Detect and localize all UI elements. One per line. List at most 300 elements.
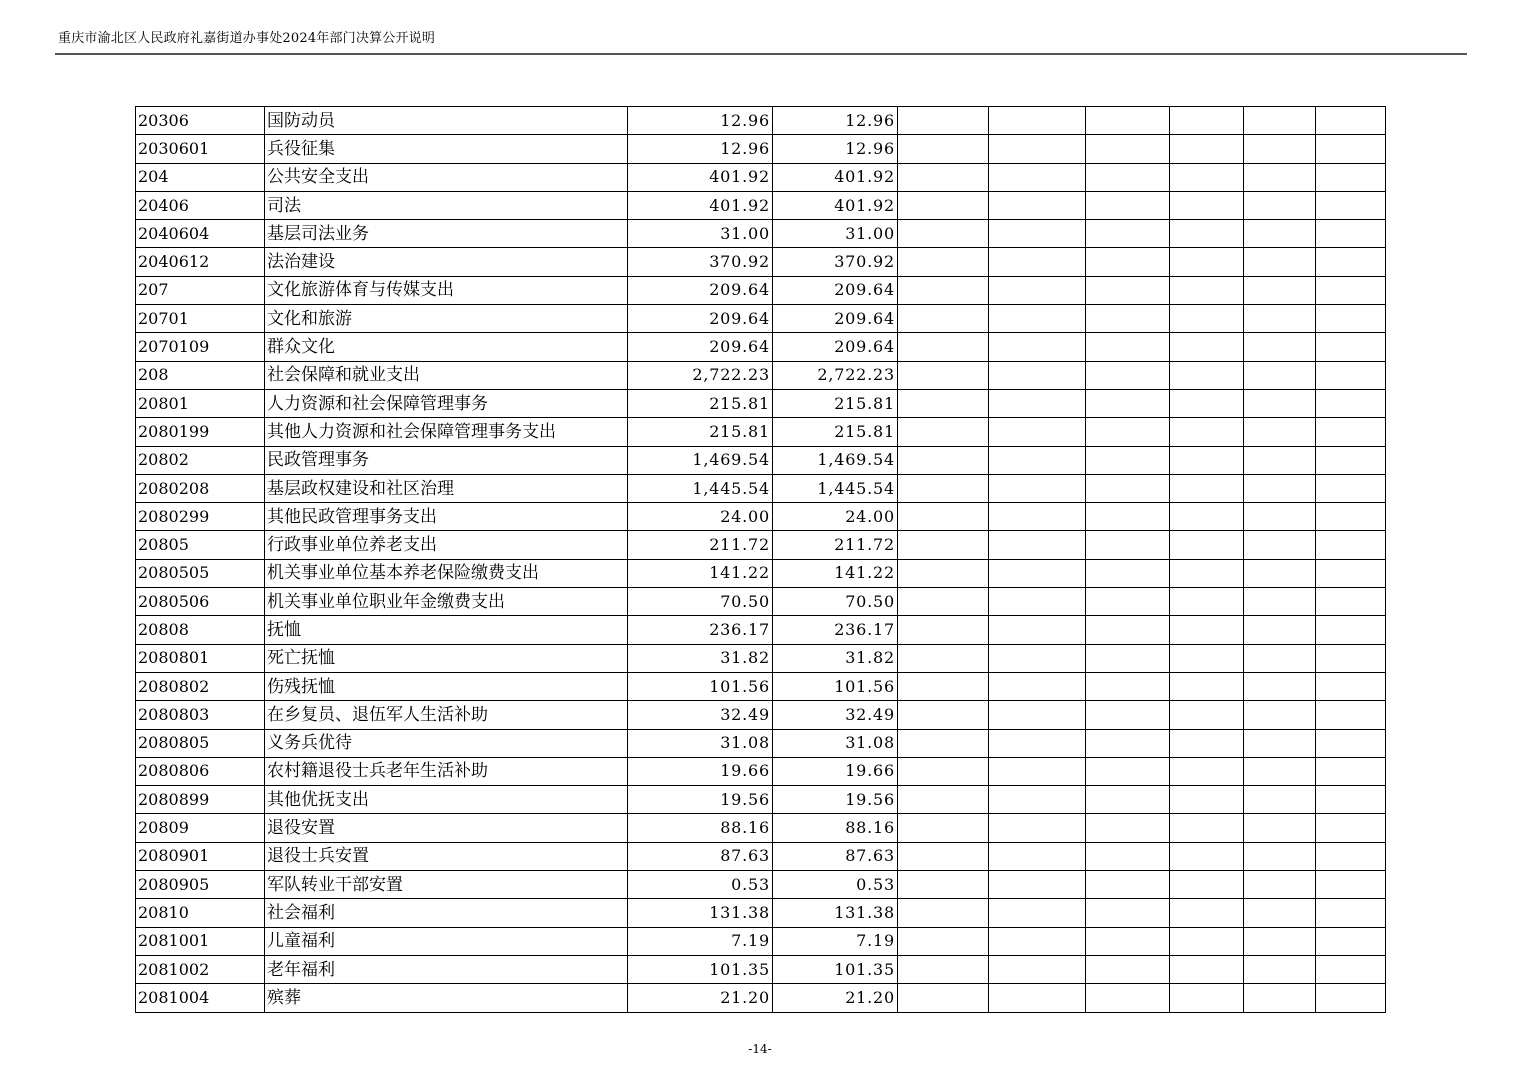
amount-cell: 209.64 bbox=[773, 276, 898, 304]
empty-cell bbox=[1086, 333, 1170, 361]
empty-cell bbox=[989, 220, 1086, 248]
empty-cell bbox=[989, 446, 1086, 474]
empty-cell bbox=[1244, 276, 1316, 304]
empty-cell bbox=[1086, 757, 1170, 785]
amount-cell: 31.00 bbox=[773, 220, 898, 248]
code-cell: 2081004 bbox=[136, 984, 265, 1012]
table-row bbox=[136, 814, 1386, 842]
item-name-cell: 基层司法业务 bbox=[265, 220, 628, 248]
code-cell: 2070109 bbox=[136, 333, 265, 361]
empty-cell bbox=[898, 559, 989, 587]
empty-cell bbox=[1170, 107, 1244, 135]
empty-cell bbox=[1316, 107, 1386, 135]
item-name-cell: 基层政权建设和社区治理 bbox=[265, 474, 628, 502]
item-name-cell: 公共安全支出 bbox=[265, 163, 628, 191]
empty-cell bbox=[1170, 163, 1244, 191]
empty-cell bbox=[1086, 871, 1170, 899]
code-cell: 20406 bbox=[136, 191, 265, 219]
empty-cell bbox=[898, 955, 989, 983]
empty-cell bbox=[1244, 559, 1316, 587]
empty-cell bbox=[1244, 616, 1316, 644]
empty-cell bbox=[898, 927, 989, 955]
empty-cell bbox=[898, 644, 989, 672]
empty-cell bbox=[1244, 871, 1316, 899]
amount-cell: 101.35 bbox=[773, 955, 898, 983]
amount-cell: 236.17 bbox=[773, 616, 898, 644]
empty-cell bbox=[1244, 757, 1316, 785]
empty-cell bbox=[1086, 616, 1170, 644]
empty-cell bbox=[898, 984, 989, 1012]
amount-cell: 19.56 bbox=[773, 786, 898, 814]
amount-cell: 12.96 bbox=[773, 135, 898, 163]
empty-cell bbox=[1244, 955, 1316, 983]
empty-cell bbox=[1086, 107, 1170, 135]
amount-cell: 370.92 bbox=[628, 248, 773, 276]
amount-cell: 209.64 bbox=[628, 276, 773, 304]
code-cell: 2080805 bbox=[136, 729, 265, 757]
empty-cell bbox=[1086, 927, 1170, 955]
amount-cell: 31.08 bbox=[773, 729, 898, 757]
item-name-cell: 在乡复员、退伍军人生活补助 bbox=[265, 701, 628, 729]
code-cell: 2081001 bbox=[136, 927, 265, 955]
empty-cell bbox=[989, 899, 1086, 927]
code-cell: 204 bbox=[136, 163, 265, 191]
empty-cell bbox=[1086, 955, 1170, 983]
code-cell: 20810 bbox=[136, 899, 265, 927]
empty-cell bbox=[1170, 276, 1244, 304]
table-row bbox=[136, 672, 1386, 700]
document-header-title: 重庆市渝北区人民政府礼嘉街道办事处2024年部门决算公开说明 bbox=[58, 31, 436, 46]
empty-cell bbox=[989, 305, 1086, 333]
code-cell: 2081002 bbox=[136, 955, 265, 983]
empty-cell bbox=[1244, 644, 1316, 672]
table-row bbox=[136, 616, 1386, 644]
table-row bbox=[136, 842, 1386, 870]
item-name-cell: 社会福利 bbox=[265, 899, 628, 927]
empty-cell bbox=[1244, 418, 1316, 446]
amount-cell: 31.82 bbox=[628, 644, 773, 672]
code-cell: 20801 bbox=[136, 389, 265, 417]
empty-cell bbox=[898, 389, 989, 417]
empty-cell bbox=[1170, 446, 1244, 474]
empty-cell bbox=[898, 899, 989, 927]
empty-cell bbox=[1086, 163, 1170, 191]
code-cell: 2040604 bbox=[136, 220, 265, 248]
code-cell: 2080802 bbox=[136, 672, 265, 700]
empty-cell bbox=[1316, 503, 1386, 531]
empty-cell bbox=[1244, 899, 1316, 927]
empty-cell bbox=[898, 305, 989, 333]
item-name-cell: 抚恤 bbox=[265, 616, 628, 644]
empty-cell bbox=[898, 107, 989, 135]
empty-cell bbox=[1170, 531, 1244, 559]
empty-cell bbox=[1316, 559, 1386, 587]
empty-cell bbox=[1086, 389, 1170, 417]
item-name-cell: 民政管理事务 bbox=[265, 446, 628, 474]
item-name-cell: 伤残抚恤 bbox=[265, 672, 628, 700]
empty-cell bbox=[1316, 333, 1386, 361]
empty-cell bbox=[1244, 786, 1316, 814]
amount-cell: 211.72 bbox=[773, 531, 898, 559]
empty-cell bbox=[1316, 984, 1386, 1012]
table-row bbox=[136, 191, 1386, 219]
empty-cell bbox=[898, 163, 989, 191]
table-row bbox=[136, 418, 1386, 446]
amount-cell: 1,445.54 bbox=[628, 474, 773, 502]
empty-cell bbox=[1170, 559, 1244, 587]
empty-cell bbox=[1170, 474, 1244, 502]
empty-cell bbox=[1086, 701, 1170, 729]
table-row bbox=[136, 446, 1386, 474]
item-name-cell: 文化和旅游 bbox=[265, 305, 628, 333]
empty-cell bbox=[1086, 644, 1170, 672]
table-body bbox=[136, 107, 1386, 1013]
table-row bbox=[136, 135, 1386, 163]
empty-cell bbox=[1086, 418, 1170, 446]
empty-cell bbox=[1086, 248, 1170, 276]
empty-cell bbox=[1316, 248, 1386, 276]
empty-cell bbox=[1086, 135, 1170, 163]
amount-cell: 12.96 bbox=[628, 135, 773, 163]
empty-cell bbox=[989, 588, 1086, 616]
empty-cell bbox=[989, 757, 1086, 785]
amount-cell: 1,469.54 bbox=[773, 446, 898, 474]
empty-cell bbox=[1170, 644, 1244, 672]
amount-cell: 70.50 bbox=[628, 588, 773, 616]
amount-cell: 31.82 bbox=[773, 644, 898, 672]
table-row bbox=[136, 474, 1386, 502]
amount-cell: 2,722.23 bbox=[773, 361, 898, 389]
amount-cell: 88.16 bbox=[773, 814, 898, 842]
empty-cell bbox=[898, 786, 989, 814]
empty-cell bbox=[1244, 333, 1316, 361]
empty-cell bbox=[1316, 871, 1386, 899]
empty-cell bbox=[1244, 305, 1316, 333]
table-row bbox=[136, 220, 1386, 248]
empty-cell bbox=[1316, 644, 1386, 672]
table-row bbox=[136, 531, 1386, 559]
empty-cell bbox=[1316, 955, 1386, 983]
empty-cell bbox=[989, 248, 1086, 276]
amount-cell: 0.53 bbox=[628, 871, 773, 899]
amount-cell: 236.17 bbox=[628, 616, 773, 644]
code-cell: 20809 bbox=[136, 814, 265, 842]
amount-cell: 215.81 bbox=[628, 389, 773, 417]
empty-cell bbox=[989, 644, 1086, 672]
amount-cell: 209.64 bbox=[628, 333, 773, 361]
empty-cell bbox=[1170, 786, 1244, 814]
code-cell: 2080905 bbox=[136, 871, 265, 899]
code-cell: 2080806 bbox=[136, 757, 265, 785]
amount-cell: 24.00 bbox=[773, 503, 898, 531]
table-row bbox=[136, 276, 1386, 304]
empty-cell bbox=[1244, 672, 1316, 700]
empty-cell bbox=[1170, 135, 1244, 163]
empty-cell bbox=[898, 672, 989, 700]
item-name-cell: 军队转业干部安置 bbox=[265, 871, 628, 899]
code-cell: 2030601 bbox=[136, 135, 265, 163]
code-cell: 2040612 bbox=[136, 248, 265, 276]
empty-cell bbox=[989, 276, 1086, 304]
empty-cell bbox=[1316, 842, 1386, 870]
empty-cell bbox=[1170, 842, 1244, 870]
empty-cell bbox=[989, 333, 1086, 361]
table-row bbox=[136, 757, 1386, 785]
empty-cell bbox=[1086, 672, 1170, 700]
empty-cell bbox=[1316, 220, 1386, 248]
empty-cell bbox=[989, 418, 1086, 446]
amount-cell: 19.66 bbox=[628, 757, 773, 785]
empty-cell bbox=[898, 248, 989, 276]
empty-cell bbox=[989, 842, 1086, 870]
amount-cell: 12.96 bbox=[628, 107, 773, 135]
empty-cell bbox=[898, 871, 989, 899]
empty-cell bbox=[1244, 446, 1316, 474]
empty-cell bbox=[1244, 729, 1316, 757]
empty-cell bbox=[1170, 616, 1244, 644]
item-name-cell: 兵役征集 bbox=[265, 135, 628, 163]
empty-cell bbox=[898, 191, 989, 219]
amount-cell: 19.56 bbox=[628, 786, 773, 814]
empty-cell bbox=[898, 135, 989, 163]
item-name-cell: 行政事业单位养老支出 bbox=[265, 531, 628, 559]
empty-cell bbox=[898, 474, 989, 502]
empty-cell bbox=[1244, 220, 1316, 248]
empty-cell bbox=[989, 616, 1086, 644]
item-name-cell: 文化旅游体育与传媒支出 bbox=[265, 276, 628, 304]
empty-cell bbox=[989, 814, 1086, 842]
amount-cell: 215.81 bbox=[773, 418, 898, 446]
amount-cell: 101.56 bbox=[628, 672, 773, 700]
empty-cell bbox=[989, 559, 1086, 587]
empty-cell bbox=[1316, 135, 1386, 163]
page-number: -14- bbox=[748, 1042, 772, 1056]
empty-cell bbox=[1170, 191, 1244, 219]
empty-cell bbox=[989, 531, 1086, 559]
amount-cell: 215.81 bbox=[773, 389, 898, 417]
empty-cell bbox=[1316, 786, 1386, 814]
table-row bbox=[136, 361, 1386, 389]
empty-cell bbox=[1244, 842, 1316, 870]
empty-cell bbox=[898, 588, 989, 616]
empty-cell bbox=[989, 191, 1086, 219]
code-cell: 2080803 bbox=[136, 701, 265, 729]
empty-cell bbox=[1244, 191, 1316, 219]
item-name-cell: 机关事业单位基本养老保险缴费支出 bbox=[265, 559, 628, 587]
empty-cell bbox=[989, 927, 1086, 955]
code-cell: 2080505 bbox=[136, 559, 265, 587]
amount-cell: 401.92 bbox=[773, 191, 898, 219]
amount-cell: 12.96 bbox=[773, 107, 898, 135]
empty-cell bbox=[989, 672, 1086, 700]
empty-cell bbox=[1316, 389, 1386, 417]
table-row bbox=[136, 729, 1386, 757]
table-row bbox=[136, 305, 1386, 333]
empty-cell bbox=[989, 503, 1086, 531]
amount-cell: 7.19 bbox=[773, 927, 898, 955]
empty-cell bbox=[1316, 276, 1386, 304]
code-cell: 2080299 bbox=[136, 503, 265, 531]
empty-cell bbox=[1170, 757, 1244, 785]
empty-cell bbox=[1170, 814, 1244, 842]
empty-cell bbox=[1170, 984, 1244, 1012]
empty-cell bbox=[1170, 672, 1244, 700]
empty-cell bbox=[1170, 927, 1244, 955]
empty-cell bbox=[898, 531, 989, 559]
amount-cell: 31.00 bbox=[628, 220, 773, 248]
empty-cell bbox=[1086, 842, 1170, 870]
amount-cell: 101.35 bbox=[628, 955, 773, 983]
empty-cell bbox=[1244, 588, 1316, 616]
empty-cell bbox=[1244, 701, 1316, 729]
code-cell: 2080199 bbox=[136, 418, 265, 446]
amount-cell: 70.50 bbox=[773, 588, 898, 616]
empty-cell bbox=[1170, 361, 1244, 389]
empty-cell bbox=[1086, 276, 1170, 304]
empty-cell bbox=[989, 389, 1086, 417]
empty-cell bbox=[1316, 588, 1386, 616]
empty-cell bbox=[1316, 446, 1386, 474]
empty-cell bbox=[1244, 531, 1316, 559]
empty-cell bbox=[1244, 984, 1316, 1012]
amount-cell: 0.53 bbox=[773, 871, 898, 899]
item-name-cell: 退役士兵安置 bbox=[265, 842, 628, 870]
empty-cell bbox=[1316, 757, 1386, 785]
empty-cell bbox=[1316, 927, 1386, 955]
code-cell: 20805 bbox=[136, 531, 265, 559]
item-name-cell: 其他人力资源和社会保障管理事务支出 bbox=[265, 418, 628, 446]
empty-cell bbox=[1170, 871, 1244, 899]
empty-cell bbox=[1316, 418, 1386, 446]
empty-cell bbox=[1086, 305, 1170, 333]
empty-cell bbox=[1170, 729, 1244, 757]
item-name-cell: 老年福利 bbox=[265, 955, 628, 983]
empty-cell bbox=[898, 757, 989, 785]
amount-cell: 87.63 bbox=[773, 842, 898, 870]
empty-cell bbox=[898, 418, 989, 446]
empty-cell bbox=[1086, 899, 1170, 927]
empty-cell bbox=[989, 871, 1086, 899]
amount-cell: 87.63 bbox=[628, 842, 773, 870]
table-row bbox=[136, 107, 1386, 135]
empty-cell bbox=[1244, 135, 1316, 163]
item-name-cell: 退役安置 bbox=[265, 814, 628, 842]
code-cell: 20306 bbox=[136, 107, 265, 135]
item-name-cell: 其他民政管理事务支出 bbox=[265, 503, 628, 531]
item-name-cell: 司法 bbox=[265, 191, 628, 219]
empty-cell bbox=[1244, 107, 1316, 135]
code-cell: 208 bbox=[136, 361, 265, 389]
empty-cell bbox=[989, 107, 1086, 135]
amount-cell: 209.64 bbox=[773, 305, 898, 333]
empty-cell bbox=[989, 361, 1086, 389]
empty-cell bbox=[1244, 814, 1316, 842]
empty-cell bbox=[1316, 729, 1386, 757]
empty-cell bbox=[1086, 588, 1170, 616]
empty-cell bbox=[1316, 191, 1386, 219]
amount-cell: 32.49 bbox=[628, 701, 773, 729]
empty-cell bbox=[1170, 220, 1244, 248]
empty-cell bbox=[1244, 389, 1316, 417]
empty-cell bbox=[1244, 927, 1316, 955]
empty-cell bbox=[1086, 446, 1170, 474]
empty-cell bbox=[1170, 333, 1244, 361]
table-row bbox=[136, 899, 1386, 927]
amount-cell: 24.00 bbox=[628, 503, 773, 531]
item-name-cell: 儿童福利 bbox=[265, 927, 628, 955]
empty-cell bbox=[1316, 163, 1386, 191]
code-cell: 20808 bbox=[136, 616, 265, 644]
table-row bbox=[136, 559, 1386, 587]
empty-cell bbox=[898, 814, 989, 842]
empty-cell bbox=[1170, 955, 1244, 983]
empty-cell bbox=[1086, 984, 1170, 1012]
empty-cell bbox=[898, 276, 989, 304]
table-row bbox=[136, 701, 1386, 729]
item-name-cell: 国防动员 bbox=[265, 107, 628, 135]
empty-cell bbox=[1316, 361, 1386, 389]
empty-cell bbox=[989, 163, 1086, 191]
code-cell: 2080506 bbox=[136, 588, 265, 616]
code-cell: 2080901 bbox=[136, 842, 265, 870]
empty-cell bbox=[1170, 305, 1244, 333]
item-name-cell: 义务兵优待 bbox=[265, 729, 628, 757]
empty-cell bbox=[898, 842, 989, 870]
empty-cell bbox=[1086, 814, 1170, 842]
amount-cell: 21.20 bbox=[773, 984, 898, 1012]
empty-cell bbox=[1086, 474, 1170, 502]
empty-cell bbox=[1086, 559, 1170, 587]
table-row bbox=[136, 503, 1386, 531]
amount-cell: 32.49 bbox=[773, 701, 898, 729]
empty-cell bbox=[898, 503, 989, 531]
empty-cell bbox=[1170, 701, 1244, 729]
empty-cell bbox=[1244, 361, 1316, 389]
table-row bbox=[136, 389, 1386, 417]
code-cell: 2080899 bbox=[136, 786, 265, 814]
amount-cell: 2,722.23 bbox=[628, 361, 773, 389]
amount-cell: 401.92 bbox=[628, 191, 773, 219]
empty-cell bbox=[1170, 503, 1244, 531]
amount-cell: 1,469.54 bbox=[628, 446, 773, 474]
empty-cell bbox=[1086, 786, 1170, 814]
amount-cell: 209.64 bbox=[773, 333, 898, 361]
empty-cell bbox=[1316, 701, 1386, 729]
expenditure-table bbox=[135, 106, 1386, 1013]
amount-cell: 21.20 bbox=[628, 984, 773, 1012]
empty-cell bbox=[1316, 305, 1386, 333]
empty-cell bbox=[1170, 248, 1244, 276]
empty-cell bbox=[989, 984, 1086, 1012]
item-name-cell: 其他优抚支出 bbox=[265, 786, 628, 814]
empty-cell bbox=[1170, 899, 1244, 927]
code-cell: 2080801 bbox=[136, 644, 265, 672]
table-row bbox=[136, 871, 1386, 899]
item-name-cell: 人力资源和社会保障管理事务 bbox=[265, 389, 628, 417]
empty-cell bbox=[898, 220, 989, 248]
empty-cell bbox=[1316, 474, 1386, 502]
table-row bbox=[136, 927, 1386, 955]
empty-cell bbox=[898, 446, 989, 474]
item-name-cell: 机关事业单位职业年金缴费支出 bbox=[265, 588, 628, 616]
empty-cell bbox=[1086, 191, 1170, 219]
empty-cell bbox=[898, 729, 989, 757]
amount-cell: 370.92 bbox=[773, 248, 898, 276]
table-row bbox=[136, 955, 1386, 983]
empty-cell bbox=[1244, 474, 1316, 502]
empty-cell bbox=[898, 616, 989, 644]
empty-cell bbox=[1086, 729, 1170, 757]
